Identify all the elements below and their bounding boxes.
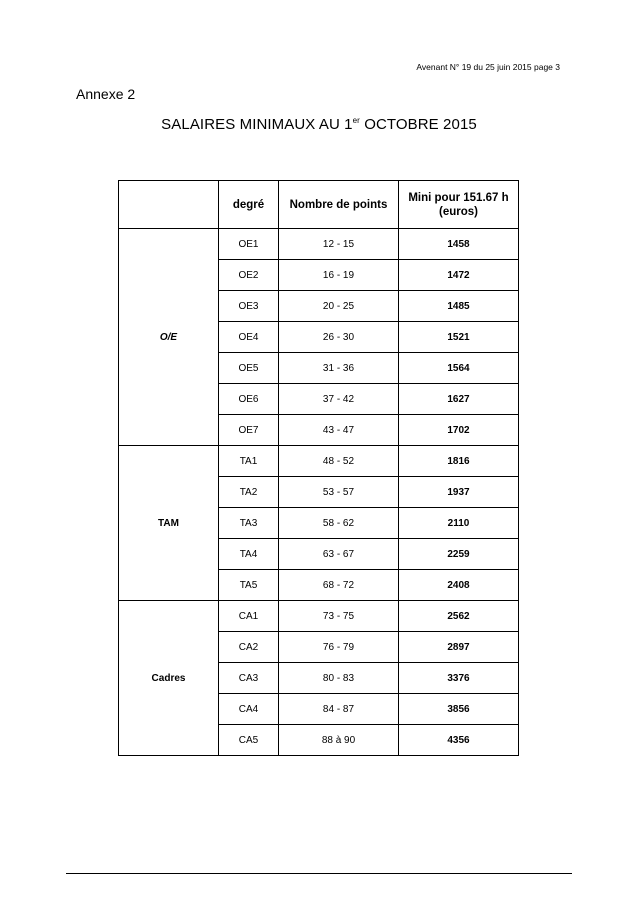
degre-cell: CA5: [219, 725, 279, 756]
title-rest: OCTOBRE 2015: [359, 116, 477, 133]
degre-cell: OE7: [219, 415, 279, 446]
header-degre: degré: [219, 181, 279, 229]
mini-cell: 2259: [399, 539, 519, 570]
points-cell: 48 - 52: [279, 446, 399, 477]
points-cell: 84 - 87: [279, 694, 399, 725]
mini-cell: 1816: [399, 446, 519, 477]
category-cell: Cadres: [119, 601, 219, 756]
table-row: [119, 446, 519, 477]
category-cell: O/E: [119, 229, 219, 446]
mini-cell: 2110: [399, 508, 519, 539]
points-cell: 68 - 72: [279, 570, 399, 601]
mini-cell: 1627: [399, 384, 519, 415]
header-category: [119, 181, 219, 229]
mini-cell: 1702: [399, 415, 519, 446]
header-mini: Mini pour 151.67 h (euros): [399, 181, 519, 229]
degre-cell: TA5: [219, 570, 279, 601]
degre-cell: TA1: [219, 446, 279, 477]
title-main: SALAIRES MINIMAUX AU 1: [161, 116, 353, 133]
table-row: [119, 601, 519, 632]
points-cell: 26 - 30: [279, 322, 399, 353]
points-cell: 37 - 42: [279, 384, 399, 415]
points-cell: 12 - 15: [279, 229, 399, 260]
mini-cell: 1521: [399, 322, 519, 353]
table-body: [119, 229, 519, 756]
mini-cell: 1458: [399, 229, 519, 260]
page-header-reference: Avenant N° 19 du 25 juin 2015 page 3: [416, 62, 560, 72]
degre-cell: TA3: [219, 508, 279, 539]
degre-cell: TA2: [219, 477, 279, 508]
mini-cell: 1485: [399, 291, 519, 322]
points-cell: 20 - 25: [279, 291, 399, 322]
category-cell: TAM: [119, 446, 219, 601]
degre-cell: CA3: [219, 663, 279, 694]
mini-cell: 2562: [399, 601, 519, 632]
mini-cell: 2408: [399, 570, 519, 601]
points-cell: 88 à 90: [279, 725, 399, 756]
annexe-label: Annexe 2: [76, 86, 136, 102]
mini-cell: 1937: [399, 477, 519, 508]
degre-cell: CA2: [219, 632, 279, 663]
header-points: Nombre de points: [279, 181, 399, 229]
table-header-row: [119, 181, 519, 229]
points-cell: 63 - 67: [279, 539, 399, 570]
salary-table: [118, 180, 519, 756]
degre-cell: CA4: [219, 694, 279, 725]
degre-cell: OE5: [219, 353, 279, 384]
points-cell: 58 - 62: [279, 508, 399, 539]
degre-cell: OE3: [219, 291, 279, 322]
degre-cell: OE6: [219, 384, 279, 415]
mini-cell: 4356: [399, 725, 519, 756]
points-cell: 43 - 47: [279, 415, 399, 446]
points-cell: 16 - 19: [279, 260, 399, 291]
points-cell: 53 - 57: [279, 477, 399, 508]
points-cell: 73 - 75: [279, 601, 399, 632]
mini-cell: 2897: [399, 632, 519, 663]
points-cell: 76 - 79: [279, 632, 399, 663]
degre-cell: OE2: [219, 260, 279, 291]
mini-cell: 1564: [399, 353, 519, 384]
page-title: [0, 116, 638, 133]
title-superscript: er: [352, 116, 360, 125]
points-cell: 31 - 36: [279, 353, 399, 384]
points-cell: 80 - 83: [279, 663, 399, 694]
degre-cell: TA4: [219, 539, 279, 570]
degre-cell: OE1: [219, 229, 279, 260]
mini-cell: 1472: [399, 260, 519, 291]
mini-cell: 3376: [399, 663, 519, 694]
table-row: [119, 229, 519, 260]
mini-cell: 3856: [399, 694, 519, 725]
degre-cell: CA1: [219, 601, 279, 632]
footer-divider: [66, 873, 572, 874]
degre-cell: OE4: [219, 322, 279, 353]
